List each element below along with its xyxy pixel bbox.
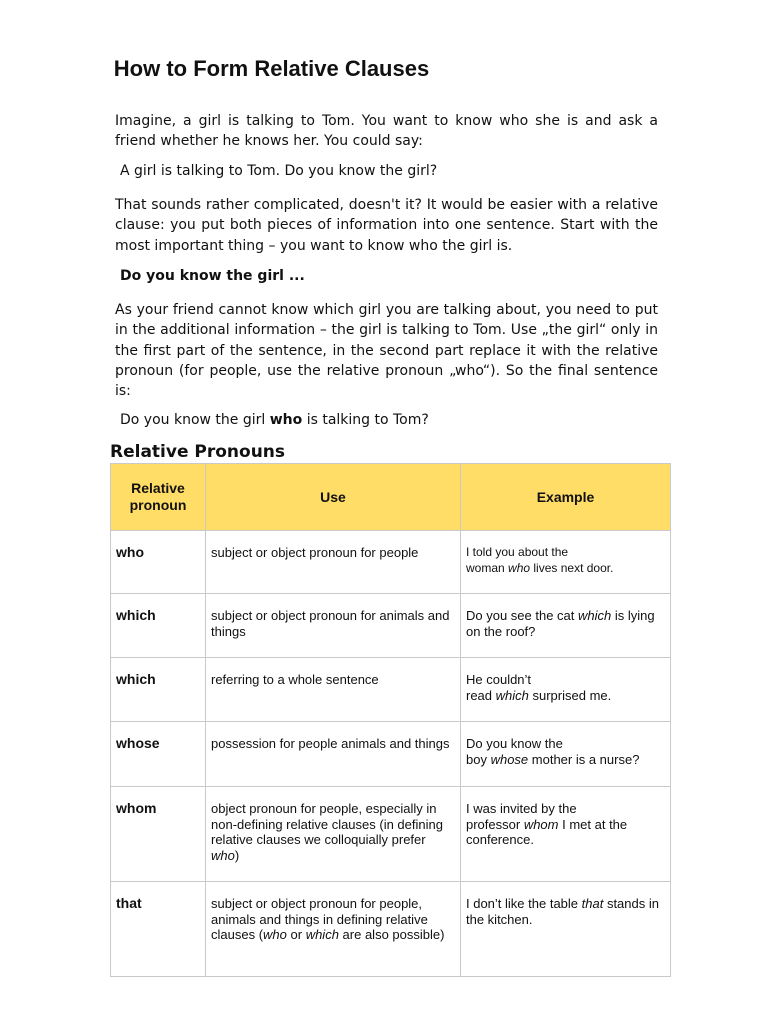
header-pronoun: Relative pronoun: [111, 464, 206, 531]
text-segment: object pronoun for people, especially in non-defining relative clauses (in defining relative clauses we colloquially prefer: [211, 801, 443, 847]
cell-example: [461, 658, 671, 722]
text-segment: or: [286, 927, 306, 942]
cell-use: [206, 531, 461, 594]
cell-example: [461, 594, 671, 658]
text-segment: I don’t like the table: [466, 896, 582, 911]
text-segment: surprised me.: [528, 687, 612, 703]
italic-term: whom: [523, 816, 559, 832]
text-segment: Do you know the: [466, 736, 563, 751]
text-segment: possession for people animals and things: [211, 736, 450, 751]
cell-pronoun: whom: [111, 787, 206, 882]
text-segment: boy: [466, 751, 491, 767]
bold-sentence-start: Do you know the girl ...: [120, 268, 305, 284]
complicated-paragraph: That sounds rather complicated, doesn't it? It would be easier with a relative clause: you put both pieces of information into one sentence. Start with the most important thing – you want to know who the girl is.: [115, 197, 658, 254]
section-title: Relative Pronouns: [110, 442, 286, 462]
table-body: [111, 531, 671, 977]
text-segment: lives next door.: [530, 560, 614, 575]
page-title: How to Form Relative Clauses: [113, 56, 430, 81]
text-segment: is lying on the roof?: [466, 608, 655, 639]
header-use: Use: [206, 464, 461, 531]
cell-example: [461, 531, 671, 594]
final-sentence-pre: Do you know the girl: [120, 412, 270, 428]
cell-pronoun: which: [111, 594, 206, 658]
italic-term: which: [578, 608, 612, 623]
table-row: [111, 787, 671, 882]
cell-pronoun: which: [111, 658, 206, 722]
cell-pronoun: that: [111, 882, 206, 977]
text-segment: subject or object pronoun for people, animals and things in defining relative clauses (: [211, 896, 428, 942]
text-segment: subject or object pronoun for animals and things: [211, 608, 450, 639]
italic-term: who: [508, 560, 531, 575]
final-sentence-post: is talking to Tom?: [302, 412, 429, 428]
italic-term: which: [305, 927, 339, 942]
text-segment: read: [466, 687, 496, 703]
text-segment: subject or object pronoun for people: [211, 545, 419, 560]
table-row: [111, 531, 671, 594]
intro-paragraph: Imagine, a girl is talking to Tom. You want to know who she is and ask a friend whether he knows her. You could say:: [115, 113, 658, 150]
text-segment: I told you about the: [466, 545, 569, 559]
text-segment: I met at the conference.: [466, 816, 628, 847]
relative-pronouns-table: [110, 463, 671, 977]
cell-use: [206, 722, 461, 787]
text-segment: He couldn’t: [466, 672, 532, 687]
italic-term: that: [581, 896, 604, 911]
text-segment: referring to a whole sentence: [211, 672, 379, 687]
cell-use: [206, 594, 461, 658]
cell-example: [461, 882, 671, 977]
cell-example: [461, 722, 671, 787]
cell-pronoun: whose: [111, 722, 206, 787]
table-row: [111, 594, 671, 658]
text-segment: are also possible): [338, 927, 445, 942]
italic-term: whose: [490, 751, 529, 767]
italic-term: who: [211, 847, 235, 863]
cell-pronoun: who: [111, 531, 206, 594]
italic-term: who: [263, 927, 287, 942]
cell-use: [206, 882, 461, 977]
explanation-paragraph: As your friend cannot know which girl you are talking about, you need to put in the additional information – the girl is talking to Tom. Use „the girl“ only in the first part of the sentence, in the second part replace it with the relative pronoun (for people, use the relative pronoun „who“). So the final sentence is:: [115, 302, 658, 400]
table-row: [111, 882, 671, 977]
final-sentence-bold: who: [269, 412, 303, 428]
table-row: [111, 658, 671, 722]
table-row: [111, 722, 671, 787]
cell-use: [206, 658, 461, 722]
text-segment: professor: [466, 816, 524, 832]
text-segment: I was invited by the: [466, 801, 577, 816]
final-sentence: [115, 410, 663, 430]
table-header-row: [111, 464, 671, 531]
header-example: Example: [461, 464, 671, 531]
text-segment: stands in the kitchen.: [466, 896, 659, 927]
cell-use: [206, 787, 461, 882]
cell-example: [461, 787, 671, 882]
text-segment: ): [234, 847, 240, 863]
text-segment: mother is a nurse?: [528, 751, 640, 767]
text-segment: woman: [466, 560, 509, 575]
italic-term: which: [495, 687, 529, 703]
text-segment: Do you see the cat: [466, 608, 579, 623]
example-sentence-1: A girl is talking to Tom. Do you know the girl?: [120, 163, 438, 179]
